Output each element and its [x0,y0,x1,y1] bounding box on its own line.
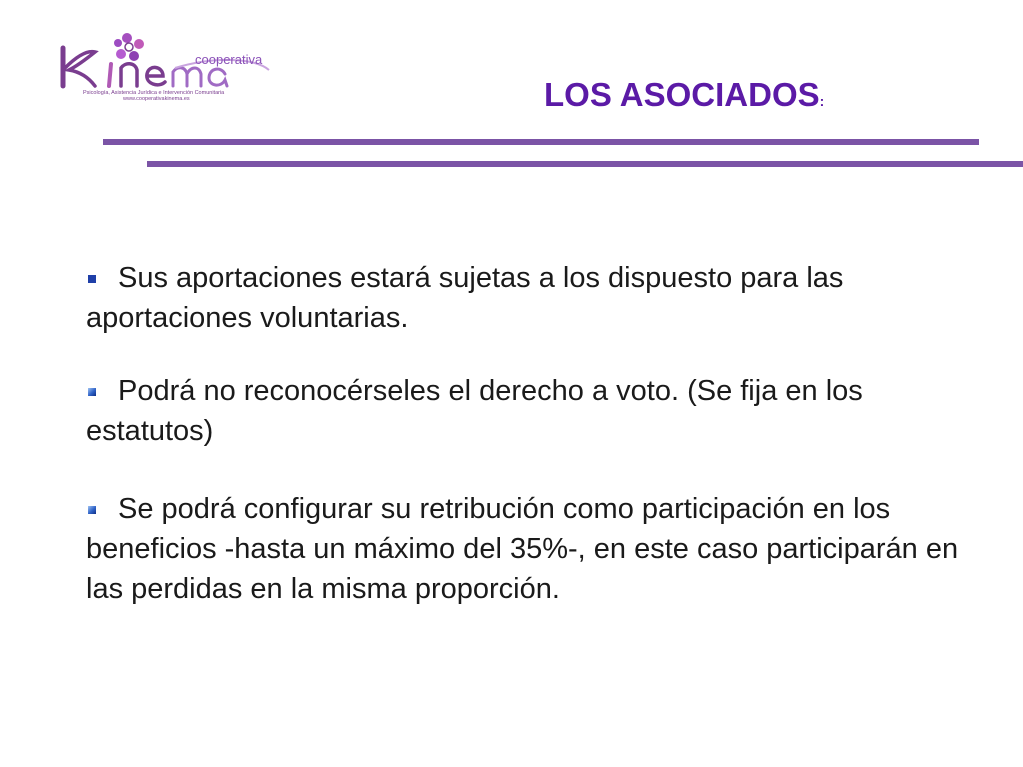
logo-word: cooperativa [195,52,263,67]
bullet-item [86,258,986,338]
logo-caption [83,90,224,102]
title-rule-upper [103,139,979,145]
shaded-square-bullet-icon [88,388,96,396]
slide-title-text: LOS ASOCIADOS [544,76,820,113]
shaded-square-bullet-icon [88,506,96,514]
slide-title-colon: : [819,93,825,109]
bullet-item [86,489,986,609]
square-bullet-icon [88,275,96,283]
bullet-text: Se podrá configurar su retribución como participación en los beneficios -hasta un máximo del 35%-, en este caso participarán en las perdidas en la misma proporción. [86,493,959,605]
slide-body [86,258,986,649]
logo-tagline: Psicología, Asistencia Jurídica e Intervención Comunitaria [83,90,225,96]
logo-url: www.cooperativakinema.es [123,96,190,102]
kinema-logo [55,28,275,118]
bullet-text: Sus aportaciones estará sujetas a los dispuesto para las aportaciones voluntarias. [86,262,844,334]
bullet-item [86,371,986,451]
title-rule-lower [147,161,1023,167]
kinema-logo-graphic [55,28,275,118]
slide-title [544,76,824,114]
logo-figure-icon [114,33,144,61]
bullet-text: Podrá no reconocérseles el derecho a voto. (Se fija en los estatutos) [86,375,863,447]
